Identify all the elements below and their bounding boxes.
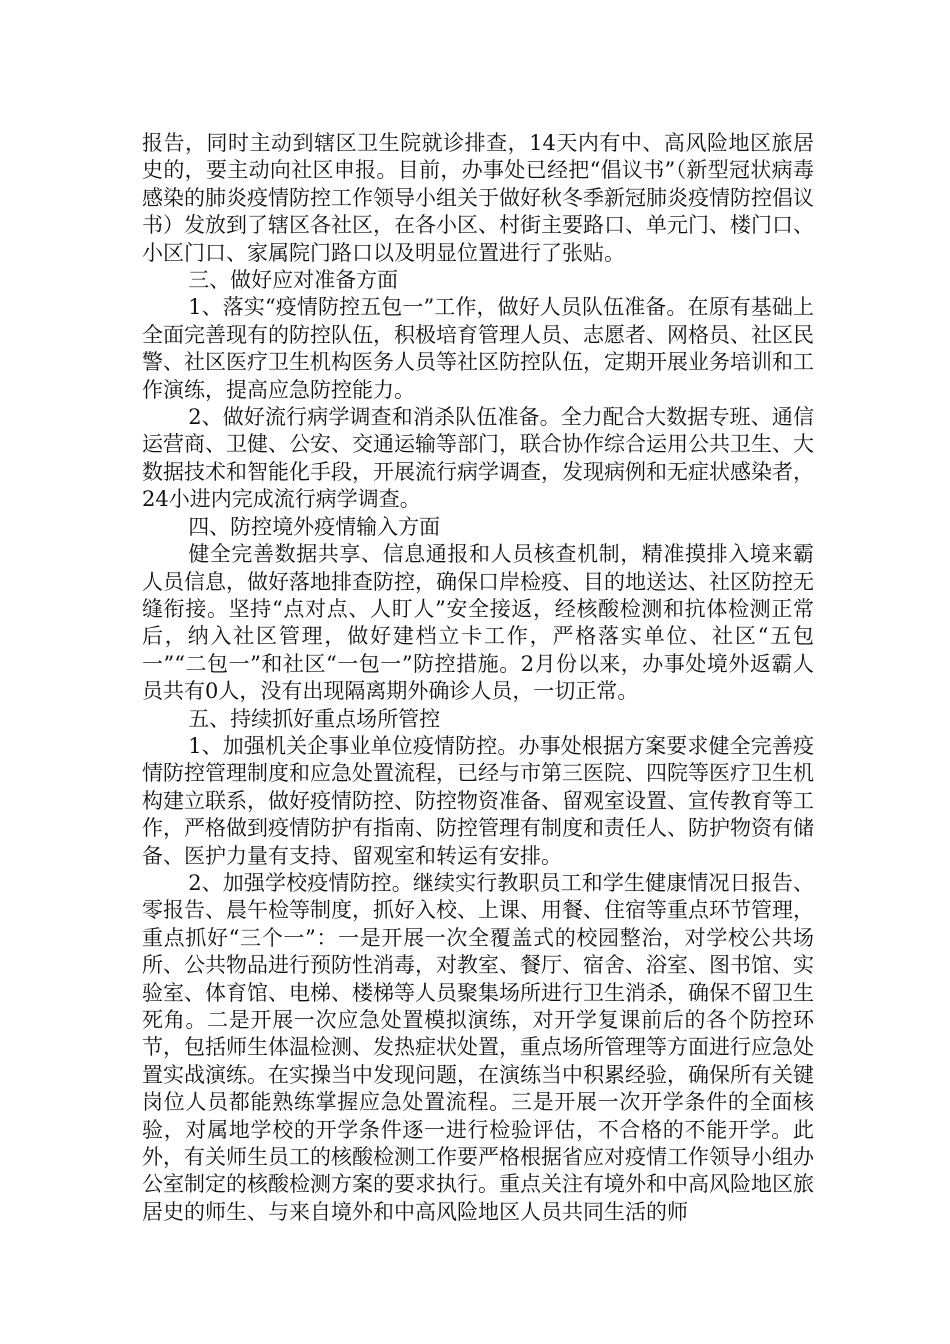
paragraph: 2、加强学校疫情防控。继续实行教职员工和学生健康情况日报告、零报告、晨午检等制度，抓好入校、上课、用餐、住宿等重点环节管理，重点抓好“三个一”：一是开展一次全覆盖式的校园整治，对学校公共场所、公共物品进行预防性消毒，对教室、餐厅、宿舍、浴室、图书馆、实验室、体育馆、电梯、楼梯等人员聚集场所进行卫生消杀，确保不留卫生死角。二是开展一次应急处置模拟演练，对开学复课前后的各个防控环节，包括师生体温检测、发热症状处置，重点场所管理等方面进行应急处置实战演练。在实操当中发现问题，在演练当中积累经验，确保所有关键岗位人员都能熟练掌握应急处置流程。三是开展一次开学条件的全面核验，对属地学校的开学条件逐一进行检验评估，不合格的不能开学。此外，有关师生员工的核酸检测工作要严格根据省应对疫情工作领导小组办公室制定的核酸检测方案的要求执行。重点关注有境外和中高风险地区旅居史的师生、与来自境外和中高风险地区人员共同生活的师 [142,870,814,1224]
paragraph: 2、做好流行病学调查和消杀队伍准备。全力配合大数据专班、通信运营商、卫健、公安、交通运输等部门，联合协作综合运用公共卫生、大数据技术和智能化手段，开展流行病学调查，发现病例和无症状感染者，24小进内完成流行病学调查。 [142,405,814,512]
paragraph-continued: 报告，同时主动到辖区卫生院就诊排查，14天内有中、高风险地区旅居史的，要主动向社区申报。目前，办事处已经把“倡议书”（新型冠状病毒感染的肺炎疫情防控工作领导小组关于做好秋冬季新冠肺炎疫情防控倡议书）发放到了辖区各社区，在各小区、村街主要路口、单元门、楼门口、小区门口、家属院门路口以及明显位置进行了张贴。 [142,131,814,265]
paragraph: 健全完善数据共享、信息通报和人员核查机制，精准摸排入境来霸人员信息，做好落地排查防控，确保口岸检疫、目的地送达、社区防控无缝衔接。坚持“点对点、人盯人”安全接返，经核酸检测和抗体检测正常后，纳入社区管理，做好建档立卡工作，严格落实单位、社区“五包一”“二包一”和社区“一包一”防控措施。2月份以来，办事处境外返霸人员共有0人，没有出现隔离期外确诊人员，一切正常。 [142,542,814,704]
paragraph: 1、加强机关企事业单位疫情防控。办事处根据方案要求健全完善疫情防控管理制度和应急处置流程，已经与市第三医院、四院等医疗卫生机构建立联系，做好疫情防控、防控物资准备、留观室设置、宣传教育等工作，严格做到疫情防护有指南、防控管理有制度和责任人、防护物资有储备、医护力量有支持、留观室和转运有安排。 [142,733,814,868]
document-body [142,130,814,1226]
section-heading-5: 五、持续抓好重点场所管控 [188,706,441,731]
section-heading-3: 三、做好应对准备方面 [188,268,399,293]
paragraph: 1、落实“疫情防控五包一”工作，做好人员队伍准备。在原有基础上全面完善现有的防控队伍，积极培育管理人员、志愿者、网格员、社区民警、社区医疗卫生机构医务人员等社区防控队伍，定期开展业务培训和工作演练，提高应急防控能力。 [142,295,814,402]
section-heading-4: 四、防控境外疫情输入方面 [188,514,441,539]
